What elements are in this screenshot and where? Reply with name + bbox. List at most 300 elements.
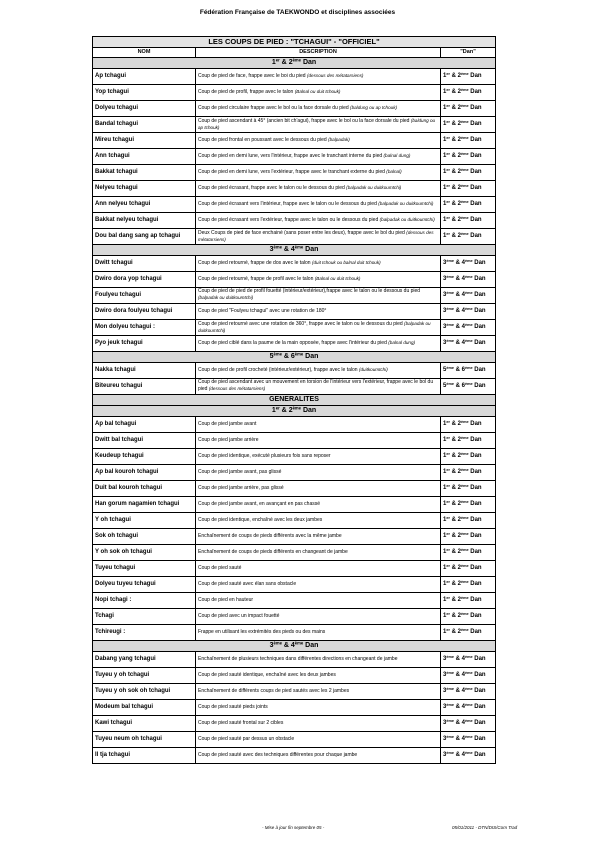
kick-description [196, 465, 441, 481]
kick-description [196, 748, 441, 764]
table-row [93, 165, 496, 181]
dan-level-a: 1 [443, 105, 447, 112]
section-dan-a-sup: er [275, 57, 280, 63]
kick-dan-level: 3ème & 4ème Dan [441, 668, 496, 684]
kick-description [196, 545, 441, 561]
dan-level-a-sup: er [446, 564, 450, 569]
kick-name: Mon dolyeu tchagui : [93, 320, 196, 336]
kick-name: Modeum bal tchagui [93, 700, 196, 716]
kick-name: Nakka tchagui [93, 363, 196, 379]
kick-name: Tuyeu tchagui [93, 561, 196, 577]
table-row [93, 700, 496, 716]
kick-dan-level: 1er & 2ème Dan [441, 165, 496, 181]
kick-description [196, 363, 441, 379]
kick-dan-level: 3ème & 4ème Dan [441, 288, 496, 304]
dan-level-b: 2 [457, 581, 461, 588]
dan-level-b: 2 [457, 89, 461, 96]
kick-description-text: Coup de pied de face, frappe avec le boi du pied [198, 73, 306, 80]
table-row [93, 149, 496, 165]
table-row [93, 197, 496, 213]
kick-description [196, 197, 441, 213]
dan-level-b-sup: ème [460, 200, 469, 205]
kick-name: Bakkat tchagui [93, 165, 196, 181]
dan-level-b: 2 [457, 597, 461, 604]
kick-description [196, 256, 441, 272]
dan-level-a: 1 [443, 469, 447, 476]
kick-description [196, 625, 441, 641]
dan-level-b: 6 [461, 383, 465, 390]
column-header-description: DESCRIPTION [196, 48, 441, 58]
kick-dan-level: 1er & 2ème Dan [441, 85, 496, 101]
table-row [93, 529, 496, 545]
table-row [93, 716, 496, 732]
dan-level-b: 2 [457, 233, 461, 240]
generalites-row [93, 395, 496, 406]
dan-level-a: 1 [443, 533, 447, 540]
dan-level-a-sup: er [446, 452, 450, 457]
table-row [93, 748, 496, 764]
kick-description-note: (duit tchouk ou balnal duit tchouk) [311, 260, 381, 266]
kick-description [196, 652, 441, 668]
section-dan-suffix: Dan [305, 352, 319, 360]
kick-dan-level: 3ème & 4ème Dan [441, 304, 496, 320]
dan-level-b-sup: ème [460, 580, 469, 585]
kick-description [196, 716, 441, 732]
kick-description-text: Frappe en utilisant les extrémités des pieds ou des mains [198, 628, 326, 635]
table-row [93, 433, 496, 449]
kick-description-text: Coup de pied écrasant, frappe avec le talon ou le dessous du pied [198, 185, 345, 192]
section-header-row [93, 406, 496, 417]
dan-level-a: 1 [443, 437, 447, 444]
table-row [93, 101, 496, 117]
kick-description-text: Coup de pied sauté frontal sur 2 cibles [198, 719, 284, 726]
footer-date-ref: 05/01/2011 - DTN/DIS/Com Trad [452, 825, 518, 830]
section-header-row [93, 641, 496, 652]
table-row [93, 213, 496, 229]
kick-name: Keudeup tchagui [93, 449, 196, 465]
dan-level-b-sup: ème [460, 628, 469, 633]
page-header: Fédération Française de TAEKWONDO et disciplines associées [199, 9, 396, 16]
kick-dan-level: 1er & 2ème Dan [441, 497, 496, 513]
kick-name: Ann nelyeu tchagui [93, 197, 196, 213]
kick-name: Mireu tchagui [93, 133, 196, 149]
dan-level-a: 1 [443, 137, 447, 144]
kick-description-text: Coup de pied sauté [198, 564, 242, 571]
dan-level-b: 2 [457, 517, 461, 524]
kick-description-note: (Balnal ou duit tchouk) [314, 276, 361, 282]
kick-description [196, 417, 441, 433]
table-row [93, 133, 496, 149]
kick-name: Dabang yang tchagui [93, 652, 196, 668]
section-dan-suffix: Dan [305, 641, 319, 649]
dan-level-a: 3 [443, 324, 447, 331]
dan-level-b-sup: ème [464, 382, 473, 387]
kick-description-note: (balpadak ou duitkoumtchi) [198, 295, 254, 300]
kick-description-text: Enchaînement de plusieurs techniques dans différentes directions en changeant de jambe [198, 655, 398, 662]
dan-level-a-sup: er [446, 612, 450, 617]
kick-name: Han gorum nagamien tchagui [93, 497, 196, 513]
section-header: 1er & 2ème Dan [93, 58, 496, 69]
kick-description-text: Enchaînement de différents coups de pied sautés avec les 2 jambes [198, 687, 350, 694]
kick-description [196, 732, 441, 748]
section-dan-a-sup: er [275, 405, 280, 411]
dan-level-b-sup: ème [464, 259, 473, 264]
dan-level-b: 4 [461, 308, 465, 315]
kick-name: Dwiro dora yop tchagui [93, 272, 196, 288]
dan-level-a-sup: ème [446, 703, 454, 708]
kick-name: Bandal tchagui [93, 117, 196, 133]
section-dan-a-sup: ème [273, 640, 282, 646]
kick-description-note: (balpadak ou duitkoumtchi) [378, 201, 434, 207]
section-dan-a: 3 [269, 641, 274, 649]
kick-name: Foulyeu tchagui [93, 288, 196, 304]
dan-level-b: 4 [461, 324, 465, 331]
kick-description-text: Coup de pied de profil crocheté (intérieur/extérieur), frappe avec le talon [198, 367, 358, 374]
kick-dan-level: 1er & 2ème Dan [441, 197, 496, 213]
kick-dan-level: 1er & 2ème Dan [441, 449, 496, 465]
dan-level-b-sup: ème [460, 500, 469, 505]
table-row [93, 513, 496, 529]
dan-level-b-sup: ème [460, 168, 469, 173]
kick-name: Sok oh tchagui [93, 529, 196, 545]
dan-level-b-sup: ème [464, 687, 473, 692]
dan-level-b-sup: ème [464, 339, 473, 344]
kick-dan-level: 3ème & 4ème Dan [441, 256, 496, 272]
column-header-dan: "Dan" [441, 48, 496, 58]
dan-level-a: 1 [443, 217, 447, 224]
kick-description-text: Coup de pied jambe avant, pas glissé [198, 468, 282, 475]
dan-level-a: 1 [443, 153, 447, 160]
table-row [93, 481, 496, 497]
table-row [93, 609, 496, 625]
dan-level-b-sup: ème [460, 104, 469, 109]
kick-dan-level: 3ème & 4ème Dan [441, 336, 496, 352]
dan-level-b-sup: ème [460, 120, 469, 125]
kick-dan-level: 1er & 2ème Dan [441, 513, 496, 529]
dan-level-a-sup: ème [446, 687, 454, 692]
dan-level-a: 3 [443, 720, 447, 727]
kick-description-text: Coup de pied retourné avec une rotation de 360°, frappe avec le talon ou le dessous du pied [198, 320, 403, 327]
dan-level-a-sup: ème [446, 275, 454, 280]
kick-description-note: (balnal dung) [388, 340, 416, 346]
dan-level-a-sup: ème [446, 735, 454, 740]
section-dan-b-sup: ème [294, 244, 304, 250]
dan-level-b: 2 [457, 169, 461, 176]
kick-description [196, 165, 441, 181]
kick-description-note: (balnal dung) [383, 153, 411, 159]
dan-level-a: 3 [443, 688, 447, 695]
kick-name: Tuyeu neum oh tchagui [93, 732, 196, 748]
section-dan-a: 3 [269, 245, 274, 253]
dan-level-b-sup: ème [464, 735, 473, 740]
kick-dan-level: 1er & 2ème Dan [441, 417, 496, 433]
dan-level-b-sup: ème [460, 468, 469, 473]
kick-description-text: Coup de pied "Foulyeu tchagui" avec une rotation de 180° [198, 307, 327, 314]
kick-description-note: (dessous des métatarsiens) [208, 386, 266, 391]
kick-description-text: Coup de pied ascendant avec un mouvement en torsion de l'intérieur vers l'extérieur, frappe avec le bol du pied [198, 379, 434, 392]
dan-level-b-sup: ème [460, 596, 469, 601]
dan-level-b: 2 [457, 549, 461, 556]
dan-level-a-sup: ème [446, 323, 454, 328]
kick-description [196, 229, 441, 245]
kick-name: Ap bal tchagui [93, 417, 196, 433]
dan-level-a-sup: er [446, 72, 450, 77]
kick-description-text: Coup de pied jambe avant [198, 420, 257, 427]
kick-dan-level: 3ème & 4ème Dan [441, 732, 496, 748]
dan-level-b: 4 [461, 752, 465, 759]
section-dan-b: 2 [288, 58, 293, 66]
kick-description-text: Coup de pied en hauteur [198, 596, 254, 603]
section-dan-b-sup: ème [292, 57, 301, 63]
dan-level-a-sup: ème [446, 259, 454, 264]
dan-level-a-sup: er [446, 200, 450, 205]
table-row [93, 379, 496, 395]
table-row [93, 229, 496, 245]
dan-level-a: 3 [443, 656, 447, 663]
dan-level-a-sup: er [446, 596, 450, 601]
dan-level-a: 1 [443, 629, 447, 636]
kick-description [196, 449, 441, 465]
dan-level-a-sup: er [446, 88, 450, 93]
table-row [93, 69, 496, 85]
kick-description-note: (duitkoumtchi) [358, 367, 388, 373]
kick-name: Biteureu tchagui [93, 379, 196, 395]
dan-level-b: 4 [461, 292, 465, 299]
kick-dan-level: 1er & 2ème Dan [441, 465, 496, 481]
kick-dan-level: 1er & 2ème Dan [441, 561, 496, 577]
table-row [93, 117, 496, 133]
kick-name: Il tja tchagui [93, 748, 196, 764]
section-header: 3ème & 4ème Dan [93, 641, 496, 652]
kick-dan-level: 1er & 2ème Dan [441, 433, 496, 449]
dan-level-a-sup: er [446, 548, 450, 553]
dan-level-a: 1 [443, 73, 447, 80]
kick-description-note: (balpadak) [328, 137, 350, 143]
kick-dan-level: 1er & 2ème Dan [441, 133, 496, 149]
kick-description [196, 85, 441, 101]
section-dan-b-sup: ème [292, 405, 301, 411]
table-row [93, 561, 496, 577]
dan-level-b-sup: ème [460, 136, 469, 141]
dan-level-b: 4 [461, 672, 465, 679]
dan-level-b-sup: ème [464, 655, 473, 660]
kick-description-note: (baldung ou ap tchouk) [350, 105, 398, 111]
dan-level-a-sup: er [446, 168, 450, 173]
kick-dan-level: 1er & 2ème Dan [441, 101, 496, 117]
kick-description-text: Coup de pied frontal en poussant avec le dessous du pied [198, 137, 327, 144]
dan-level-a-sup: er [446, 216, 450, 221]
kick-description-text: Coup de pied sauté avec des techniques différentes pour chaque jambe [198, 751, 358, 758]
dan-level-a: 3 [443, 276, 447, 283]
table-row [93, 545, 496, 561]
dan-level-b-sup: ème [464, 703, 473, 708]
kick-description-note: (dessous des métatarsiens) [306, 73, 364, 79]
dan-level-a: 1 [443, 549, 447, 556]
section-dan-b: 2 [288, 406, 293, 414]
dan-level-b-sup: ème [464, 719, 473, 724]
dan-level-a: 1 [443, 613, 447, 620]
kick-dan-level: 3ème & 4ème Dan [441, 320, 496, 336]
kick-description-text: Coup de pied ascendant à 45° (ancien bit ch'agui), frappe avec le bol ou la face dorsale du pied [198, 117, 410, 124]
table-row [93, 85, 496, 101]
section-dan-a: 1 [271, 58, 276, 66]
kick-name: Nelyeu tchagui [93, 181, 196, 197]
kick-description [196, 379, 441, 395]
dan-level-a-sup: ème [446, 307, 454, 312]
kick-description [196, 433, 441, 449]
dan-level-a: 3 [443, 292, 447, 299]
kick-description-text: Coup de pied jambe avant, en avançant en pas chassé [198, 500, 321, 507]
dan-level-b-sup: ème [464, 291, 473, 296]
kick-description-note: (Balnal ou duit tchouk) [294, 89, 341, 95]
table-row [93, 288, 496, 304]
kick-name: Dou bal dang sang ap tchagui [93, 229, 196, 245]
dan-level-a: 5 [443, 367, 447, 374]
dan-level-a: 1 [443, 581, 447, 588]
dan-level-a: 1 [443, 201, 447, 208]
dan-level-b: 2 [457, 153, 461, 160]
generalites-title: GENERALITES [93, 395, 496, 406]
kick-dan-level: 1er & 2ème Dan [441, 69, 496, 85]
dan-level-b: 2 [457, 201, 461, 208]
dan-level-b-sup: ème [460, 516, 469, 521]
kick-description [196, 272, 441, 288]
section-header-row [93, 245, 496, 256]
dan-level-b: 2 [457, 121, 461, 128]
kick-dan-level: 3ème & 4ème Dan [441, 700, 496, 716]
kick-description [196, 117, 441, 133]
kick-description [196, 181, 441, 197]
kick-description-text: Coup de pied écrasant vers l'intérieur, frappe avec le talon ou le dessous du pied [198, 201, 377, 208]
kick-description-text: Enchaînement de coups de pieds différents avec la même jambe [198, 532, 342, 539]
kick-description [196, 304, 441, 320]
kick-name: Kawi tchagui [93, 716, 196, 732]
dan-level-b-sup: ème [460, 232, 469, 237]
kick-name: Y oh tchagui [93, 513, 196, 529]
kick-description-note: (balpadak ou duitkoumtchi) [379, 217, 435, 223]
kick-name: Yop tchagui [93, 85, 196, 101]
kick-name: Nopi tchagi : [93, 593, 196, 609]
table-row [93, 625, 496, 641]
dan-level-b-sup: ème [460, 532, 469, 537]
kick-description [196, 320, 441, 336]
dan-level-b: 2 [457, 73, 461, 80]
kick-description [196, 213, 441, 229]
kicks-table-body [93, 37, 496, 764]
dan-level-b-sup: ème [460, 72, 469, 77]
dan-level-b-sup: ème [464, 307, 473, 312]
dan-level-a-sup: er [446, 500, 450, 505]
column-header-row [93, 48, 496, 58]
dan-level-b-sup: ème [460, 152, 469, 157]
dan-level-b-sup: ème [460, 420, 469, 425]
dan-level-a: 1 [443, 517, 447, 524]
kick-name: Ap tchagui [93, 69, 196, 85]
dan-level-b-sup: ème [460, 216, 469, 221]
dan-level-b: 2 [457, 105, 461, 112]
dan-level-b: 6 [461, 367, 465, 374]
table-row [93, 181, 496, 197]
kick-description [196, 561, 441, 577]
table-row [93, 684, 496, 700]
section-header-row [93, 58, 496, 69]
dan-level-a-sup: er [446, 184, 450, 189]
kick-dan-level: 5ème & 6ème Dan [441, 363, 496, 379]
dan-level-b-sup: ème [460, 452, 469, 457]
kick-description-text: Coup de pied jambe arrière [198, 436, 259, 443]
dan-level-a: 1 [443, 597, 447, 604]
kick-description-text: Coup de pied en demi lune, vers l'intérieur, frappe avec le tranchant interne du pied [198, 153, 383, 160]
dan-level-a-sup: er [446, 436, 450, 441]
dan-level-b: 4 [461, 688, 465, 695]
kick-name: Dolyeu tuyeu tchagui [93, 577, 196, 593]
kick-description-text: Coup de pied jambe arrière, pas glissé [198, 484, 284, 491]
dan-level-b-sup: ème [460, 184, 469, 189]
kick-dan-level: 1er & 2ème Dan [441, 545, 496, 561]
table-row [93, 449, 496, 465]
kick-dan-level: 3ème & 4ème Dan [441, 716, 496, 732]
kick-name: Tchagi [93, 609, 196, 625]
kick-description-note: (baldung ou ap tchouk) [198, 117, 436, 130]
kick-description [196, 577, 441, 593]
kicks-table [92, 36, 496, 764]
kick-description-text: Coup de pied ciblé dans la paume de la main opposée, frappe avec l'intérieur du pied [198, 340, 387, 347]
kick-dan-level: 1er & 2ème Dan [441, 529, 496, 545]
dan-level-a-sup: ème [446, 366, 454, 371]
kick-name: Y oh sok oh tchagui [93, 545, 196, 561]
dan-level-a-sup: er [446, 484, 450, 489]
kick-dan-level: 1er & 2ème Dan [441, 481, 496, 497]
dan-level-b-sup: ème [460, 564, 469, 569]
kick-description [196, 513, 441, 529]
kick-dan-level: 1er & 2ème Dan [441, 213, 496, 229]
dan-level-a-sup: er [446, 136, 450, 141]
dan-level-b: 2 [457, 565, 461, 572]
dan-level-a-sup: ème [446, 291, 454, 296]
dan-level-b: 2 [457, 217, 461, 224]
dan-level-a-sup: er [446, 104, 450, 109]
dan-level-b-sup: ème [460, 612, 469, 617]
kick-description [196, 149, 441, 165]
dan-level-a-sup: er [446, 152, 450, 157]
kick-description-text: Coup de pied sauté avec élan sans obstacle [198, 580, 297, 587]
dan-level-a-sup: er [446, 468, 450, 473]
table-row [93, 363, 496, 379]
dan-level-a-sup: er [446, 232, 450, 237]
kick-description-text: Coup de pied de profil, frappe avec le talon [198, 89, 294, 96]
dan-level-a: 3 [443, 672, 447, 679]
dan-level-b: 4 [461, 720, 465, 727]
kick-description [196, 133, 441, 149]
dan-level-b-sup: ème [464, 366, 473, 371]
dan-level-a-sup: er [446, 120, 450, 125]
section-header: 1er & 2ème Dan [93, 406, 496, 417]
kick-description-text: Coup de pied sauté identique, enchaîné avec les deux jambes [198, 671, 336, 678]
dan-level-b: 2 [457, 453, 461, 460]
kick-description [196, 481, 441, 497]
dan-level-a: 1 [443, 185, 447, 192]
kick-description-text: Coup de pied circulaire frappe avec le bol ou la face dorsale du pied [198, 105, 349, 112]
dan-level-a: 1 [443, 565, 447, 572]
kick-description [196, 288, 441, 304]
kick-name: Tuyeu y oh sok oh tchagui [93, 684, 196, 700]
table-row [93, 256, 496, 272]
kick-description-note: (balnal) [386, 169, 402, 175]
kick-name: Bakkat nelyeu tchagui [93, 213, 196, 229]
kick-dan-level: 3ème & 4ème Dan [441, 652, 496, 668]
kick-description-note: (balpadak ou duitkoumtchi) [198, 320, 431, 333]
dan-level-a: 1 [443, 485, 447, 492]
